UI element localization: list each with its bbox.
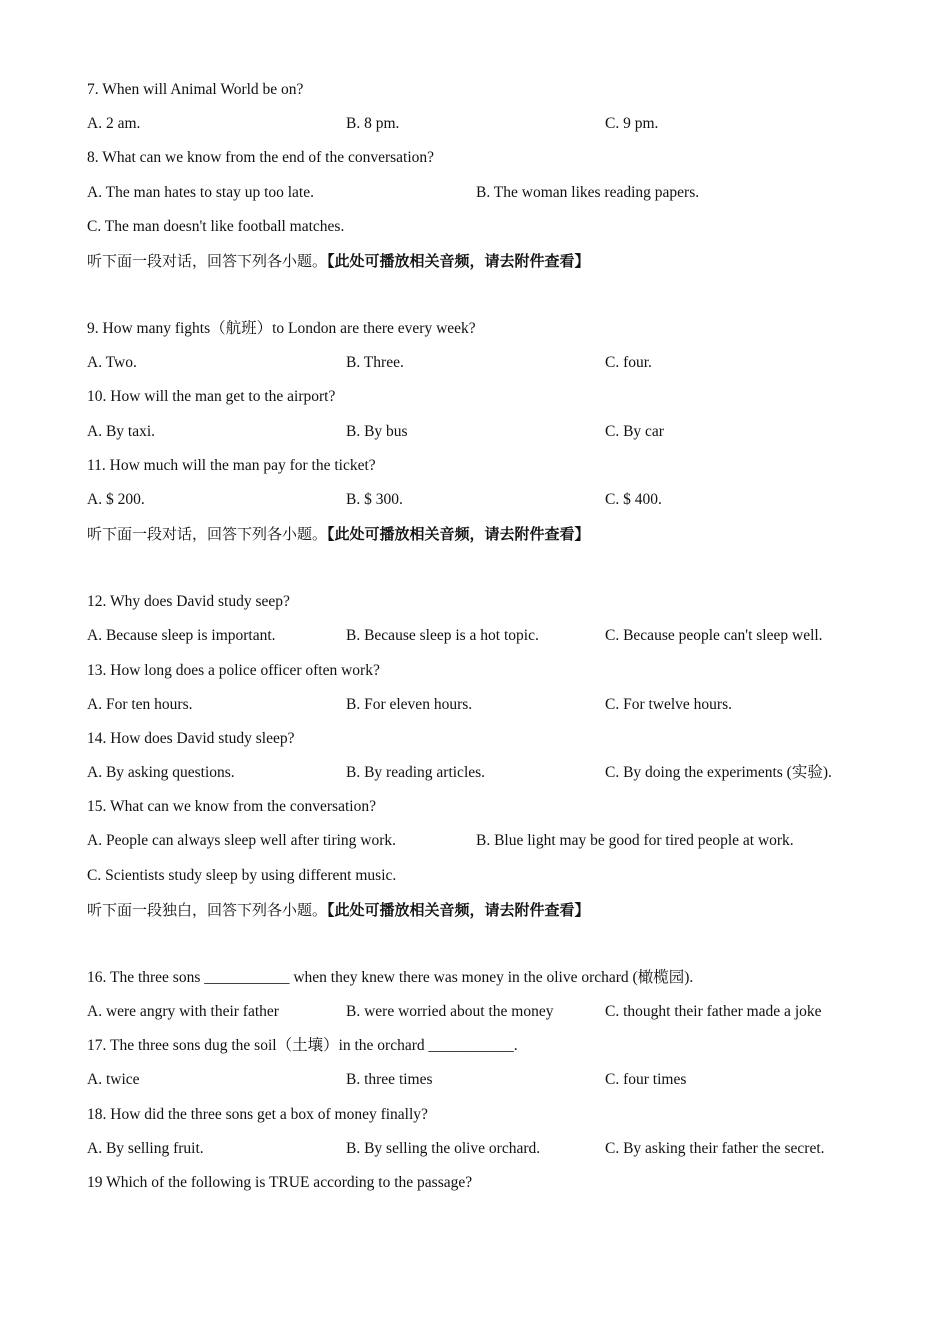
question-7: 7. When will Animal World be on? (87, 81, 304, 98)
q11-option-a: A. $ 200. (87, 491, 145, 508)
q16-option-c: C. thought their father made a joke (605, 1003, 822, 1020)
q17-option-a: A. twice (87, 1071, 140, 1088)
q8-option-b: B. The woman likes reading papers. (476, 184, 700, 201)
q9-option-b: B. Three. (346, 354, 404, 371)
q14-option-a: A. By asking questions. (87, 764, 235, 781)
question-19: 19 Which of the following is TRUE according to the passage? (87, 1174, 473, 1191)
question-14: 14. How does David study sleep? (87, 730, 295, 747)
q15-option-a: A. People can always sleep well after tiring work. (87, 832, 397, 849)
q15-option-b: B. Blue light may be good for tired people at work. (476, 832, 794, 849)
q12-option-a: A. Because sleep is important. (87, 627, 276, 644)
q9-option-a: A. Two. (87, 354, 137, 371)
q18-option-c: C. By asking their father the secret. (605, 1140, 825, 1157)
q9-option-c: C. four. (605, 354, 652, 371)
q7-option-a: A. 2 am. (87, 115, 141, 132)
q11-option-c: C. $ 400. (605, 491, 662, 508)
q13-option-b: B. For eleven hours. (346, 696, 473, 713)
question-16: 16. The three sons ___________ when they knew there was money in the olive orchard (橄榄园). (87, 969, 694, 986)
listening-instruction-2 (87, 524, 590, 544)
q13-option-c: C. For twelve hours. (605, 696, 733, 713)
question-10: 10. How will the man get to the airport? (87, 388, 336, 405)
q12-option-b: B. Because sleep is a hot topic. (346, 627, 539, 644)
q13-option-a: A. For ten hours. (87, 696, 193, 713)
q12-option-c: C. Because people can't sleep well. (605, 627, 823, 644)
instruction-text: 听下面一段对话，回答下列各小题。 (87, 252, 328, 270)
q16-option-a: A. were angry with their father (87, 1003, 279, 1020)
audio-note: 【此处可播放相关音频，请去附件查看】 (327, 525, 590, 543)
question-17: 17. The three sons dug the soil（土壤）in the orchard ___________. (87, 1037, 518, 1054)
instruction-text: 听下面一段对话，回答下列各小题。 (87, 525, 328, 543)
q10-option-c: C. By car (605, 423, 664, 440)
audio-note: 【此处可播放相关音频，请去附件查看】 (327, 901, 590, 919)
q18-option-b: B. By selling the olive orchard. (346, 1140, 541, 1157)
q17-option-b: B. three times (346, 1071, 433, 1088)
question-11: 11. How much will the man pay for the ticket? (87, 457, 376, 474)
question-15: 15. What can we know from the conversation? (87, 798, 376, 815)
q10-option-a: A. By taxi. (87, 423, 156, 440)
q11-option-b: B. $ 300. (346, 491, 403, 508)
q18-option-a: A. By selling fruit. (87, 1140, 204, 1157)
q16-option-b: B. were worried about the money (346, 1003, 554, 1020)
q8-option-a: A. The man hates to stay up too late. (87, 184, 314, 201)
q7-option-b: B. 8 pm. (346, 115, 400, 132)
instruction-text: 听下面一段独白，回答下列各小题。 (87, 901, 328, 919)
question-8: 8. What can we know from the end of the conversation? (87, 149, 435, 166)
question-9: 9. How many fights（航班）to London are there every week? (87, 320, 476, 337)
question-12: 12. Why does David study seep? (87, 593, 290, 610)
listening-instruction-1 (87, 251, 590, 271)
q14-option-b: B. By reading articles. (346, 764, 486, 781)
q10-option-b: B. By bus (346, 423, 408, 440)
question-13: 13. How long does a police officer often work? (87, 662, 380, 679)
q7-option-c: C. 9 pm. (605, 115, 659, 132)
q14-option-c: C. By doing the experiments (实验). (605, 764, 832, 781)
q8-option-c: C. The man doesn't like football matches. (87, 218, 345, 235)
audio-note: 【此处可播放相关音频，请去附件查看】 (327, 252, 590, 270)
q15-option-c: C. Scientists study sleep by using different music. (87, 867, 397, 884)
listening-instruction-3 (87, 900, 590, 920)
question-18: 18. How did the three sons get a box of money finally? (87, 1106, 428, 1123)
q17-option-c: C. four times (605, 1071, 687, 1088)
